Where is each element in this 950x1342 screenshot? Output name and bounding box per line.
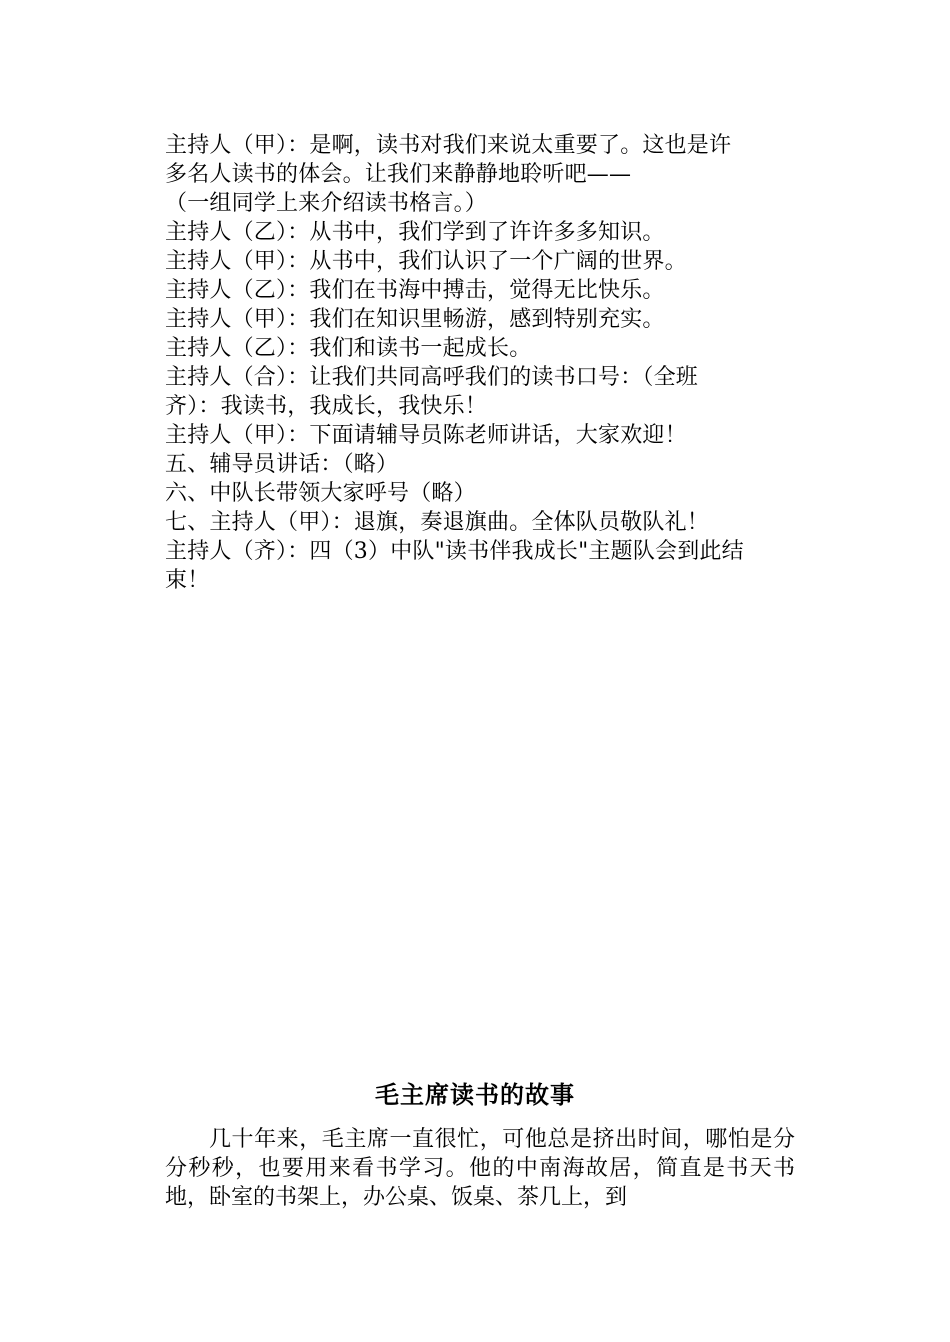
script-line: 五、辅导员讲话：（略）: [165, 452, 399, 477]
script-line: 主持人（乙）：从书中，我们学到了许许多多知识。: [165, 220, 665, 245]
script-line: 主持人（合）：让我们共同高呼我们的读书口号：（全班: [165, 365, 699, 390]
script-line: 主持人（甲）：下面请辅导员陈老师讲话，大家欢迎！: [165, 423, 687, 448]
meeting-script-section: [165, 131, 795, 595]
script-line: 束！: [165, 568, 210, 593]
story-body: [165, 1125, 795, 1212]
script-line: 齐）：我读书，我成长，我快乐！: [165, 394, 488, 419]
script-line: 七、主持人（甲）：退旗，奏退旗曲。全体队员敬队礼！: [165, 510, 710, 535]
script-line: （一组同学上来介绍读书格言。）: [165, 191, 488, 216]
script-line: 六、中队长带领大家呼号（略）: [165, 481, 476, 506]
script-line: 主持人（甲）：我们在知识里畅游，感到特别充实。: [165, 307, 665, 332]
script-line: 主持人（甲）：从书中，我们认识了一个广阔的世界。: [165, 249, 687, 274]
script-line: 多名人读书的体会。让我们来静静地聆听吧——: [165, 162, 632, 187]
script-line: 主持人（甲）：是啊，读书对我们来说太重要了。这也是许: [165, 133, 732, 158]
script-line: 主持人（乙）：我们在书海中搏击，觉得无比快乐。: [165, 278, 665, 303]
script-line: 主持人（齐）：四（3）中队"读书伴我成长"主题队会到此结: [165, 539, 744, 564]
script-line: 主持人（乙）：我们和读书一起成长。: [165, 336, 532, 361]
story-paragraph: 几十年来，毛主席一直很忙，可他总是挤出时间，哪怕是分分秒秒，也要用来看书学习。他的中南海故居，简直是书天书地，卧室的书架上，办公桌、饭桌、茶几上，到: [165, 1127, 795, 1210]
story-title: 毛主席读书的故事: [375, 1080, 575, 1109]
